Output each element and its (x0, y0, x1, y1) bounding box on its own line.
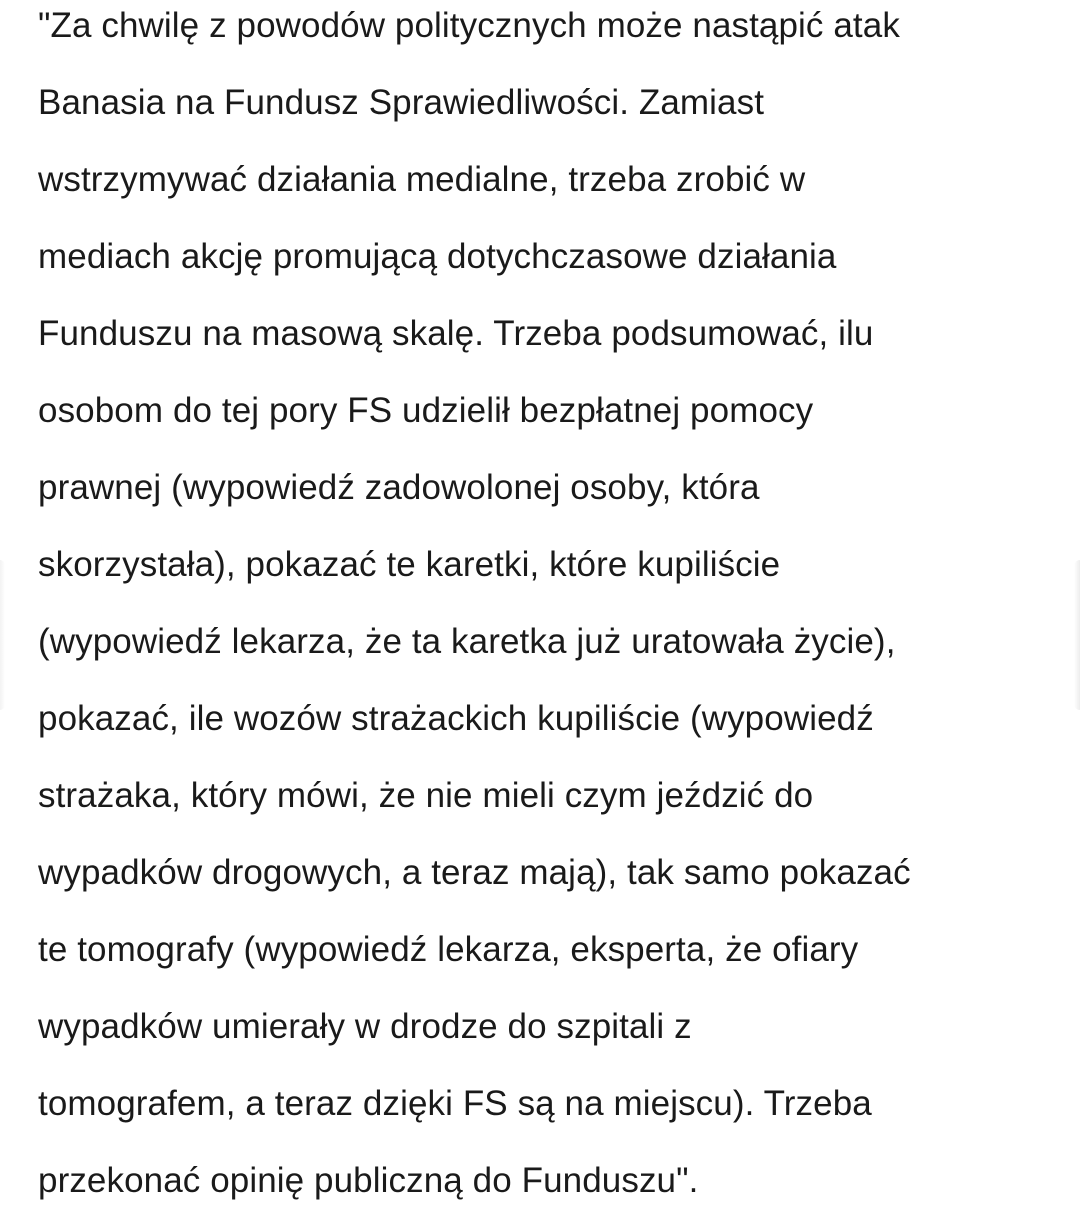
quote-line-9: (wypowiedź lekarza, że ta karetka już uratowała życie), (38, 622, 896, 661)
quote-line-11: strażaka, który mówi, że nie mieli czym jeździć do (38, 776, 814, 815)
quote-line-14: wypadków umierały w drodze do szpitali z (38, 1007, 692, 1046)
quote-paragraph (38, 0, 1068, 1232)
article-body (38, 0, 1068, 1232)
quote-line-4: mediach akcję promującą dotychczasowe działania (38, 237, 837, 276)
quote-line-16: przekonać opinię publiczną do Funduszu". (38, 1161, 699, 1200)
quote-line-15: tomografem, a teraz dzięki FS są na miejscu). Trzeba (38, 1084, 872, 1123)
right-edge-shadow (1074, 560, 1080, 710)
quote-line-10: pokazać, ile wozów strażackich kupiliście (wypowiedź (38, 699, 874, 738)
quote-line-12: wypadków drogowych, a teraz mają), tak samo pokazać (38, 853, 911, 892)
quote-line-2: Banasia na Fundusz Sprawiedliwości. Zamiast (38, 83, 765, 122)
quote-line-5: Funduszu na masową skalę. Trzeba podsumować, ilu (38, 314, 874, 353)
quote-line-8: skorzystała), pokazać te karetki, które kupiliście (38, 545, 781, 584)
quote-line-13: te tomografy (wypowiedź lekarza, eksperta, że ofiary (38, 930, 859, 969)
quote-line-7: prawnej (wypowiedź zadowolonej osoby, która (38, 468, 760, 507)
quote-line-3: wstrzymywać działania medialne, trzeba zrobić w (38, 160, 806, 199)
left-edge-shadow (0, 560, 5, 710)
quote-line-6: osobom do tej pory FS udzielił bezpłatnej pomocy (38, 391, 814, 430)
quote-line-1: "Za chwilę z powodów politycznych może nastąpić atak (38, 6, 900, 45)
